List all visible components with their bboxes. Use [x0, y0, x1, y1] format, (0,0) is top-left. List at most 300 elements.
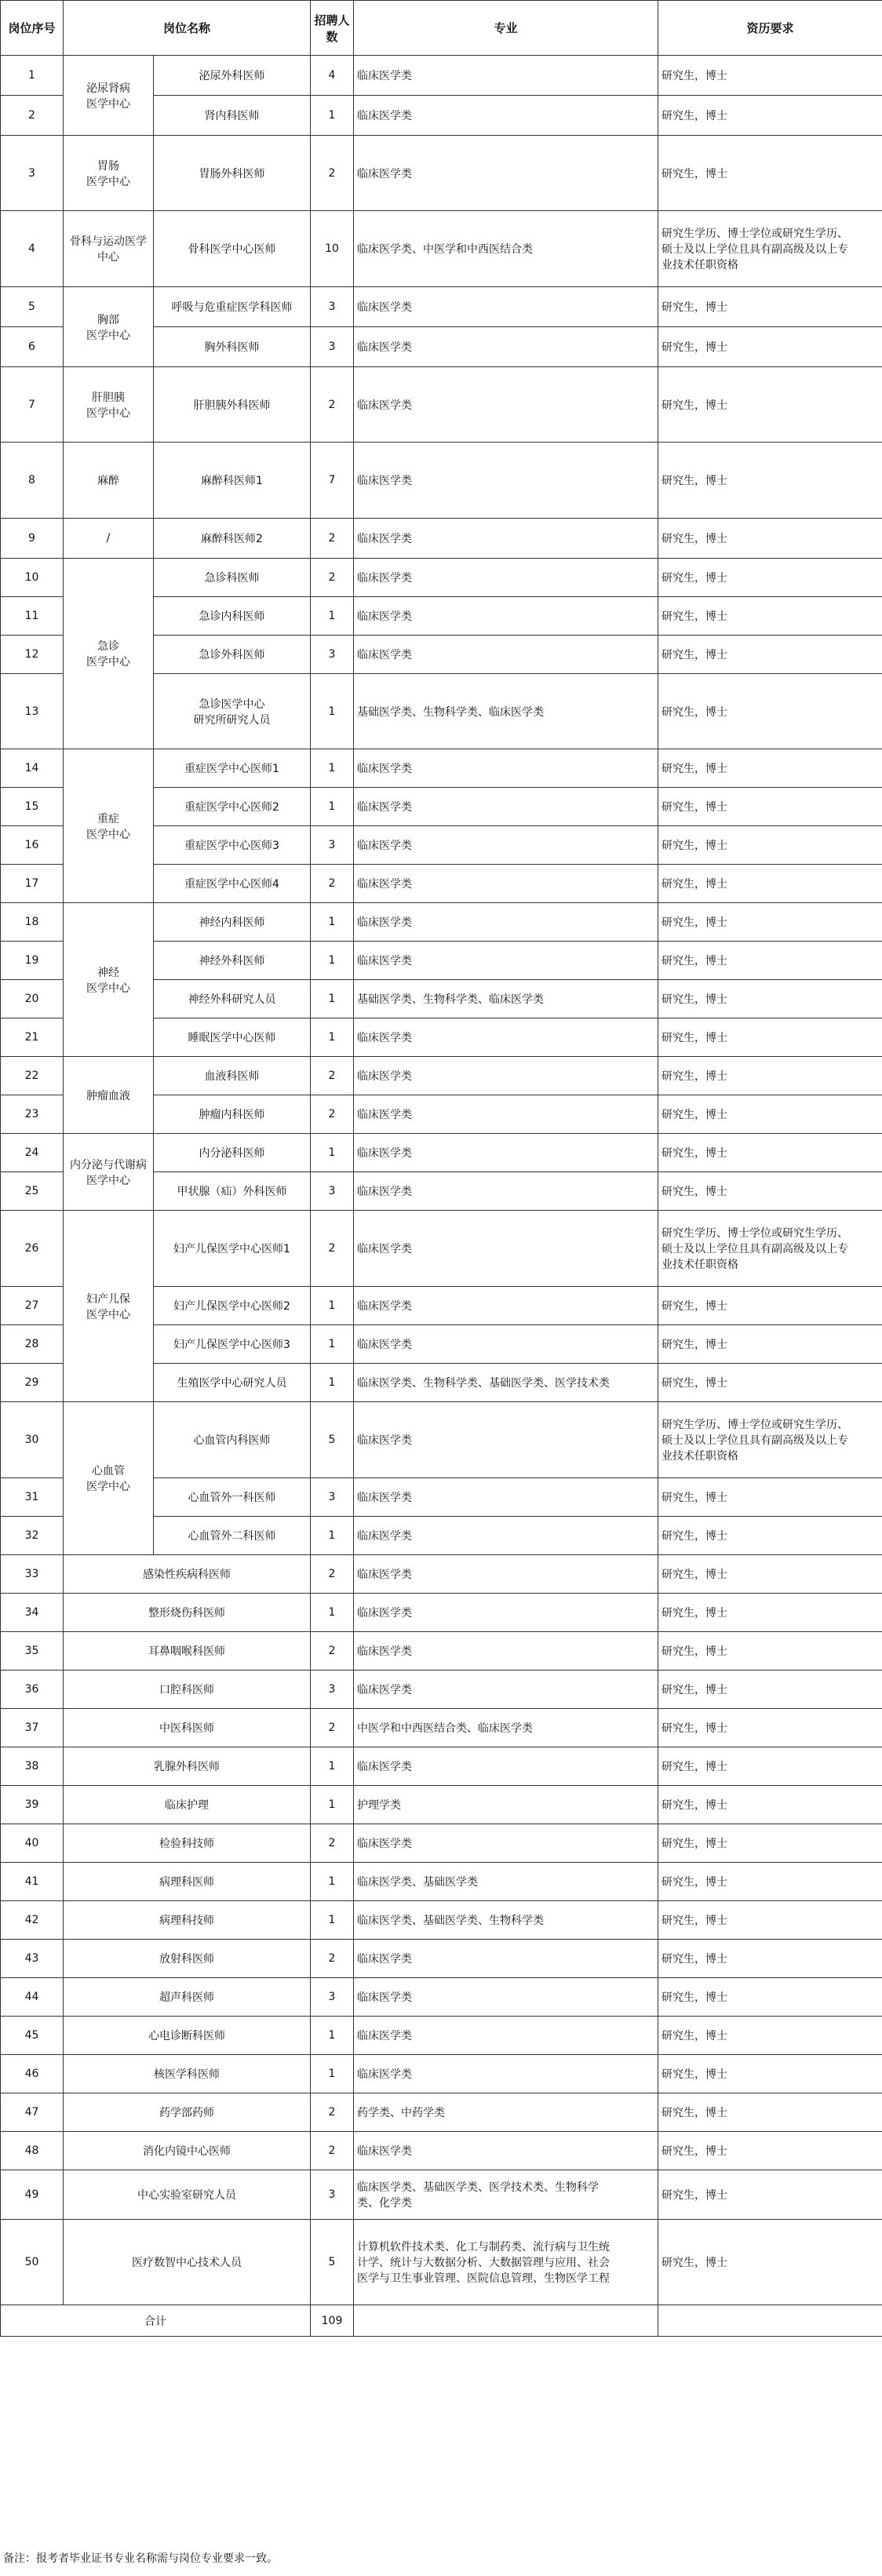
header-count: 招聘人数	[311, 1, 354, 56]
headcount: 1	[311, 1786, 354, 1824]
major-requirement	[354, 211, 658, 287]
position-name	[154, 1517, 311, 1555]
position-name-line: 麻醉科医师1	[201, 475, 263, 487]
row-number: 11	[1, 597, 64, 636]
position-name-line: 整形烧伤科医师	[148, 1607, 225, 1620]
table-row	[1, 749, 882, 788]
table-row	[1, 56, 882, 96]
major-requirement	[354, 980, 658, 1018]
qualification-requirement-line: 研究生，博士	[662, 610, 728, 623]
headcount: 2	[311, 2093, 354, 2132]
position-name-line: 感染性疾病科医师	[143, 1569, 231, 1581]
qualification-requirement	[658, 1018, 882, 1057]
qualification-requirement-line: 研究生，博士	[662, 1492, 728, 1504]
qualification-requirement	[658, 1632, 882, 1671]
major-requirement	[354, 2093, 658, 2132]
major-requirement	[354, 2220, 658, 2305]
headcount: 1	[311, 1287, 354, 1325]
qualification-requirement-line: 研究生，博士	[662, 840, 728, 852]
row-number: 18	[1, 903, 64, 942]
headcount: 2	[311, 2132, 354, 2170]
qualification-requirement	[658, 2055, 882, 2093]
table-row	[1, 2170, 882, 2220]
row-number: 42	[1, 1901, 64, 1940]
table-row	[1, 367, 882, 443]
qualification-requirement	[658, 519, 882, 559]
department-name	[64, 903, 154, 1057]
position-name-line: 神经内科医师	[199, 916, 265, 929]
department-name	[64, 749, 154, 903]
table-row	[1, 1709, 882, 1747]
qualification-requirement	[658, 1671, 882, 1709]
major-requirement	[354, 1057, 658, 1095]
major-requirement	[354, 2170, 658, 2220]
major-requirement-line: 临床医学类	[357, 2068, 413, 2081]
row-number: 2	[1, 96, 64, 136]
department-name	[64, 211, 154, 287]
position-name	[154, 597, 311, 636]
department-name-line: 麻醉	[97, 475, 119, 487]
headcount: 2	[311, 367, 354, 443]
position-name	[154, 367, 311, 443]
row-number: 22	[1, 1057, 64, 1095]
major-requirement	[354, 1211, 658, 1287]
total-label: 合计	[1, 2305, 311, 2337]
department-name-line: 医学中心	[86, 175, 130, 188]
major-requirement	[354, 1594, 658, 1632]
qualification-requirement-line: 研究生，博士	[662, 572, 728, 585]
row-number: 39	[1, 1786, 64, 1824]
qualification-requirement-line: 研究生，博士	[662, 1838, 728, 1850]
headcount: 2	[311, 559, 354, 597]
major-requirement	[354, 674, 658, 749]
headcount: 2	[311, 1057, 354, 1095]
table-row	[1, 2055, 882, 2093]
qualification-requirement-line: 研究生，博士	[662, 533, 728, 545]
qualification-requirement-line: 研究生学历、博士学位或研究生学历、	[662, 1227, 849, 1240]
position-name-line: 乳腺外科医师	[154, 1761, 220, 1773]
qualification-requirement-line: 研究生，博士	[662, 878, 728, 891]
table-row	[1, 1940, 882, 1978]
department-name	[64, 443, 154, 519]
department-name-line: /	[106, 532, 111, 545]
department-name-line: 神经	[97, 966, 119, 979]
headcount: 3	[311, 1671, 354, 1709]
row-number: 47	[1, 2093, 64, 2132]
table-row	[1, 1057, 882, 1095]
major-requirement-line: 临床医学类	[357, 1569, 413, 1581]
qualification-requirement-line: 研究生，博士	[662, 763, 728, 775]
row-number: 48	[1, 2132, 64, 2170]
qualification-requirement	[658, 1747, 882, 1786]
position-name-line: 心电诊断科医师	[148, 2030, 225, 2042]
qualification-requirement	[658, 1555, 882, 1594]
major-requirement-line: 临床医学类	[357, 916, 413, 929]
row-number: 5	[1, 287, 64, 327]
headcount: 1	[311, 1863, 354, 1901]
position-name-line: 临床护理	[165, 1799, 209, 1812]
qualification-requirement-line: 硕士及以上学位且具有副高级及以上专	[662, 1243, 849, 1255]
position-name-line: 药学部药师	[159, 2107, 214, 2119]
headcount: 1	[311, 1517, 354, 1555]
position-name	[64, 2220, 311, 2305]
header-req: 资历要求	[658, 1, 882, 56]
position-name	[154, 211, 311, 287]
row-number: 6	[1, 327, 64, 367]
qualification-requirement-line: 硕士及以上学位且具有副高级及以上专	[662, 1434, 849, 1447]
position-name	[64, 1555, 311, 1594]
major-requirement-line: 临床医学类	[357, 1186, 413, 1198]
major-requirement	[354, 2055, 658, 2093]
table-row	[1, 1211, 882, 1287]
qualification-requirement-line: 业技术任职资格	[662, 259, 739, 271]
table-row	[1, 1978, 882, 2017]
position-name-line: 急诊外科医师	[199, 649, 265, 661]
major-requirement	[354, 1940, 658, 1978]
row-number: 8	[1, 443, 64, 519]
qualification-requirement	[658, 674, 882, 749]
major-requirement	[354, 1671, 658, 1709]
major-requirement	[354, 287, 658, 327]
row-number: 36	[1, 1671, 64, 1709]
major-requirement-line: 临床医学类	[357, 1339, 413, 1351]
major-requirement	[354, 788, 658, 826]
qualification-requirement	[658, 2220, 882, 2305]
qualification-requirement	[658, 211, 882, 287]
major-requirement	[354, 1287, 658, 1325]
headcount: 1	[311, 1325, 354, 1364]
headcount: 3	[311, 1478, 354, 1517]
qualification-requirement-line: 研究生，博士	[662, 1991, 728, 2004]
table-row	[1, 1901, 882, 1940]
position-name-line: 睡眠医学中心医师	[188, 1032, 276, 1044]
table-row	[1, 2220, 882, 2305]
qualification-requirement-line: 研究生，博士	[662, 341, 728, 354]
position-name	[154, 559, 311, 597]
major-requirement-line: 临床医学类	[357, 1109, 413, 1121]
qualification-requirement	[658, 56, 882, 96]
major-requirement-line: 临床医学类	[357, 1434, 413, 1447]
department-name-line: 泌尿肾病	[86, 82, 130, 95]
major-requirement-line: 计算机软件技术类、化工与制药类、流行病与卫生统	[357, 2241, 610, 2254]
table-row	[1, 211, 882, 287]
position-name	[154, 1134, 311, 1172]
major-requirement-line: 临床医学类	[357, 610, 413, 623]
major-requirement-line: 临床医学类	[357, 2145, 413, 2158]
row-number: 43	[1, 1940, 64, 1978]
qualification-requirement	[658, 1172, 882, 1211]
major-requirement	[354, 1325, 658, 1364]
qualification-requirement	[658, 1940, 882, 1978]
position-name-line: 病理科医师	[159, 1876, 214, 1889]
major-requirement	[354, 559, 658, 597]
position-name-line: 心血管内科医师	[193, 1434, 271, 1447]
row-number: 27	[1, 1287, 64, 1325]
qualification-requirement	[658, 1364, 882, 1402]
row-number: 14	[1, 749, 64, 788]
table-row	[1, 519, 882, 559]
row-number: 13	[1, 674, 64, 749]
position-name	[154, 980, 311, 1018]
qualification-requirement	[658, 1134, 882, 1172]
major-requirement	[354, 1172, 658, 1211]
major-requirement-line: 临床医学类	[357, 955, 413, 967]
qualification-requirement	[658, 1325, 882, 1364]
major-requirement-line: 临床医学类	[357, 1243, 413, 1255]
position-name	[154, 1018, 311, 1057]
position-name	[64, 1594, 311, 1632]
qualification-requirement-line: 研究生，博士	[662, 301, 728, 314]
row-number: 33	[1, 1555, 64, 1594]
department-name-line: 胃肠	[97, 159, 119, 173]
major-requirement-line: 临床医学类、中医学和中西医结合类	[357, 243, 534, 256]
row-number: 15	[1, 788, 64, 826]
department-name-line: 医学中心	[86, 329, 130, 342]
position-name	[154, 136, 311, 211]
headcount: 1	[311, 1901, 354, 1940]
position-name-line: 神经外科医师	[199, 955, 265, 967]
row-number: 40	[1, 1824, 64, 1863]
position-name-line: 肿瘤内科医师	[199, 1109, 265, 1121]
position-name-line: 检验科技师	[159, 1838, 214, 1850]
position-name	[64, 1863, 311, 1901]
position-name-line: 中心实验室研究人员	[137, 2189, 236, 2202]
department-name-line: 医学中心	[86, 828, 130, 841]
major-requirement-line: 临床医学类	[357, 475, 413, 487]
row-number: 37	[1, 1709, 64, 1747]
table-row	[1, 1402, 882, 1478]
major-requirement-line: 计学、统计与大数据分析、大数据管理与应用、社会	[357, 2257, 610, 2269]
department-name-line: 胸部	[97, 313, 119, 326]
position-name	[154, 749, 311, 788]
major-requirement	[354, 1364, 658, 1402]
major-requirement-line: 临床医学类	[357, 1070, 413, 1083]
major-requirement-line: 临床医学类	[357, 399, 413, 412]
qualification-requirement	[658, 636, 882, 674]
department-name-line: 医学中心	[86, 1308, 130, 1321]
position-name-line: 研究所研究人员	[193, 713, 271, 727]
qualification-requirement-line: 硕士及以上学位且具有副高级及以上专	[662, 243, 849, 256]
qualification-requirement	[658, 1478, 882, 1517]
headcount: 2	[311, 136, 354, 211]
headcount: 3	[311, 636, 354, 674]
position-name	[64, 2055, 311, 2093]
major-requirement	[354, 1978, 658, 2017]
total-empty	[658, 2305, 882, 2337]
row-number: 35	[1, 1632, 64, 1671]
qualification-requirement-line: 研究生，博士	[662, 1109, 728, 1121]
total-count: 109	[311, 2305, 354, 2337]
position-name	[154, 287, 311, 327]
position-name	[154, 1211, 311, 1287]
position-name	[154, 443, 311, 519]
major-requirement	[354, 136, 658, 211]
position-name	[64, 1824, 311, 1863]
footnote: 备注：报考者毕业证书专业名称需与岗位专业要求一致。	[3, 2552, 278, 2565]
qualification-requirement-line: 研究生，博士	[662, 167, 728, 180]
major-requirement	[354, 367, 658, 443]
qualification-requirement-line: 研究生，博士	[662, 1569, 728, 1581]
position-name	[64, 2093, 311, 2132]
major-requirement	[354, 1517, 658, 1555]
position-name-line: 呼吸与危重症医学科医师	[171, 301, 293, 314]
qualification-requirement	[658, 942, 882, 980]
major-requirement-line: 护理学类	[357, 1799, 402, 1812]
table-row	[1, 1824, 882, 1863]
table-row	[1, 136, 882, 211]
qualification-requirement-line: 研究生学历、博士学位或研究生学历、	[662, 228, 849, 240]
major-requirement-line: 临床医学类	[357, 1761, 413, 1773]
qualification-requirement-line: 研究生学历、博士学位或研究生学历、	[662, 1419, 849, 1431]
major-requirement-line: 类、化学类	[357, 2197, 413, 2210]
headcount: 2	[311, 1632, 354, 1671]
position-name	[64, 1978, 311, 2017]
position-name-line: 口腔科医师	[159, 1684, 214, 1696]
qualification-requirement	[658, 1211, 882, 1287]
row-number: 30	[1, 1402, 64, 1478]
qualification-requirement	[658, 749, 882, 788]
major-requirement-line: 临床医学类	[357, 533, 413, 545]
major-requirement	[354, 96, 658, 136]
major-requirement	[354, 942, 658, 980]
position-name-line: 消化内镜中心医师	[143, 2145, 231, 2158]
department-name	[64, 56, 154, 136]
department-name-line: 内分泌与代谢病医学中心	[70, 1158, 147, 1187]
position-name-line: 麻醉科医师2	[201, 533, 263, 545]
position-name-line: 病理科技师	[159, 1915, 214, 1927]
department-name	[64, 136, 154, 211]
qualification-requirement-line: 研究生，博士	[662, 955, 728, 967]
position-name	[154, 519, 311, 559]
header-name: 岗位名称	[64, 1, 311, 56]
major-requirement-line: 临床医学类	[357, 1032, 413, 1044]
qualification-requirement	[658, 826, 882, 865]
major-requirement	[354, 1095, 658, 1134]
major-requirement	[354, 1747, 658, 1786]
qualification-requirement-line: 研究生，博士	[662, 1645, 728, 1658]
position-name-line: 心血管外二科医师	[188, 1530, 276, 1543]
position-name	[64, 1940, 311, 1978]
headcount: 2	[311, 1555, 354, 1594]
table-row	[1, 1747, 882, 1786]
position-name	[154, 1172, 311, 1211]
department-name	[64, 287, 154, 367]
major-requirement-line: 中医学和中西医结合类、临床医学类	[357, 1722, 534, 1735]
position-name-line: 超声科医师	[159, 1991, 214, 2004]
headcount: 1	[311, 1018, 354, 1057]
position-name-line: 急诊医学中心	[199, 698, 265, 711]
qualification-requirement	[658, 1287, 882, 1325]
headcount: 5	[311, 1402, 354, 1478]
row-number: 3	[1, 136, 64, 211]
major-requirement-line: 临床医学类	[357, 572, 413, 585]
qualification-requirement-line: 研究生，博士	[662, 1339, 728, 1351]
position-name-line: 中医科医师	[159, 1722, 214, 1735]
department-name	[64, 559, 154, 749]
position-name	[154, 674, 311, 749]
position-name-line: 医疗数智中心技术人员	[132, 2257, 242, 2269]
headcount: 1	[311, 2017, 354, 2055]
position-name	[154, 636, 311, 674]
major-requirement	[354, 1824, 658, 1863]
major-requirement-line: 药学类、中药学类	[357, 2107, 446, 2119]
position-name-line: 重症医学中心医师3	[184, 840, 279, 852]
qualification-requirement	[658, 559, 882, 597]
qualification-requirement-line: 研究生，博士	[662, 1799, 728, 1812]
position-name-line: 血液科医师	[204, 1070, 260, 1083]
position-name	[64, 1747, 311, 1786]
department-name-line: 肿瘤血液	[86, 1089, 130, 1102]
qualification-requirement-line: 研究生，博士	[662, 1915, 728, 1927]
headcount: 2	[311, 865, 354, 903]
position-name-line: 耳鼻咽喉科医师	[148, 1645, 225, 1658]
table-row	[1, 1134, 882, 1172]
position-name	[154, 1095, 311, 1134]
major-requirement-line: 临床医学类	[357, 1838, 413, 1850]
headcount: 10	[311, 211, 354, 287]
row-number: 25	[1, 1172, 64, 1211]
major-requirement-line: 临床医学类	[357, 301, 413, 314]
header-major: 专业	[354, 1, 658, 56]
qualification-requirement-line: 研究生，博士	[662, 2257, 728, 2269]
qualification-requirement	[658, 2132, 882, 2170]
department-name-line: 重症	[97, 812, 119, 825]
qualification-requirement-line: 研究生，博士	[662, 110, 728, 122]
qualification-requirement	[658, 1863, 882, 1901]
headcount: 2	[311, 1211, 354, 1287]
qualification-requirement-line: 研究生，博士	[662, 1377, 728, 1390]
qualification-requirement	[658, 903, 882, 942]
qualification-requirement	[658, 1095, 882, 1134]
qualification-requirement-line: 研究生，博士	[662, 70, 728, 82]
position-name	[154, 1057, 311, 1095]
row-number: 49	[1, 2170, 64, 2220]
department-name-line: 骨科与运动医学中心	[70, 235, 147, 264]
major-requirement-line: 临床医学类	[357, 1645, 413, 1658]
position-name-line: 骨科医学中心医师	[188, 243, 276, 256]
qualification-requirement-line: 研究生，博士	[662, 705, 728, 719]
qualification-requirement	[658, 980, 882, 1018]
position-name	[154, 1364, 311, 1402]
qualification-requirement	[658, 96, 882, 136]
department-name	[64, 1402, 154, 1555]
qualification-requirement	[658, 443, 882, 519]
major-requirement-line: 临床医学类	[357, 1684, 413, 1696]
major-requirement-line: 临床医学类	[357, 1492, 413, 1504]
qualification-requirement	[658, 2170, 882, 2220]
row-number: 17	[1, 865, 64, 903]
qualification-requirement	[658, 1901, 882, 1940]
qualification-requirement	[658, 1709, 882, 1747]
qualification-requirement-line: 业技术任职资格	[662, 1450, 739, 1463]
table-row	[1, 903, 882, 942]
major-requirement	[354, 826, 658, 865]
position-name	[154, 1287, 311, 1325]
row-number: 46	[1, 2055, 64, 2093]
table-row	[1, 1555, 882, 1594]
position-name-line: 神经外科研究人员	[188, 993, 276, 1006]
qualification-requirement	[658, 1786, 882, 1824]
row-number: 4	[1, 211, 64, 287]
row-number: 28	[1, 1325, 64, 1364]
qualification-requirement	[658, 136, 882, 211]
headcount: 1	[311, 674, 354, 749]
qualification-requirement-line: 研究生，博士	[662, 2068, 728, 2081]
row-number: 38	[1, 1747, 64, 1786]
table-row	[1, 559, 882, 597]
headcount: 3	[311, 327, 354, 367]
major-requirement-line: 临床医学类	[357, 801, 413, 814]
